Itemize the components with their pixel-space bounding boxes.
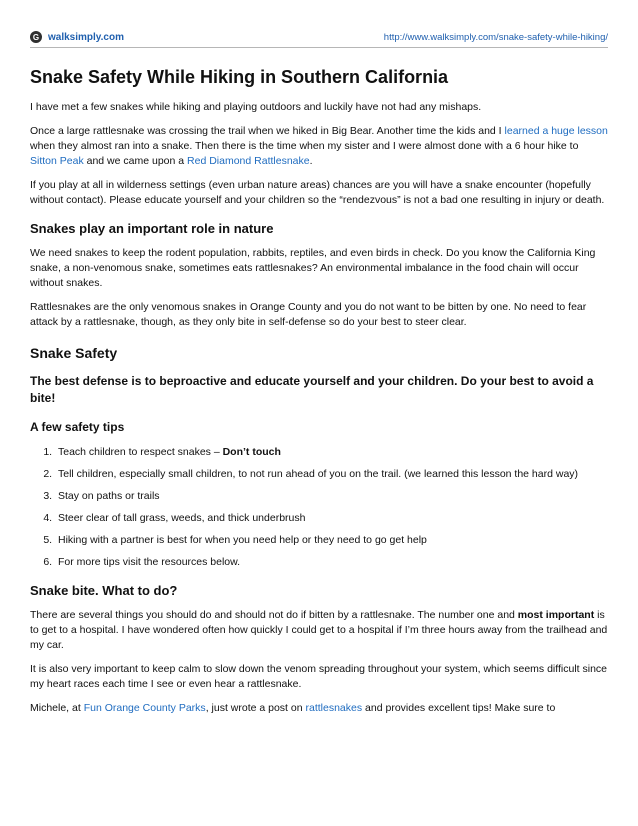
article [30, 66, 608, 725]
dont-touch-emphasis: Don’t touch [222, 446, 281, 458]
text-span: Once a large rattlesnake was crossing the trail when we hiked in Big Bear. Another time the kids and I [30, 125, 505, 137]
site-logo-icon: G [30, 31, 42, 43]
defense-heading: The best defense is to beproactive and educate yourself and your children. Do your best to avoid a bite! [30, 374, 594, 405]
text-span: Michele, at [30, 702, 84, 714]
header-divider [30, 47, 608, 48]
source-url-link[interactable]: http://www.walksimply.com/snake-safety-while-hiking/ [383, 31, 608, 43]
rattlesnake-paragraph: Rattlesnakes are the only venomous snakes in Orange County and you do not want to be bitten by one. No need to fear attack by a rattlesnake, though, as they only bite in self-defense so do your best to steer clear. [30, 301, 587, 328]
list-item: 3. Stay on paths or trails [55, 489, 608, 504]
red-diamond-rattlesnake-link[interactable]: Red Diamond Rattlesnake [187, 155, 310, 167]
wilderness-paragraph: If you play at all in wilderness settings (even urban nature areas) chances are you will have a snake encounter (hopefully without contact). Please educate yourself and your children so the “rendezvous” is not a bad one resulting in injury or death. [30, 179, 605, 206]
text-span: , just wrote a post on [205, 702, 306, 714]
sitton-peak-link[interactable]: Sitton Peak [30, 155, 84, 167]
list-item: 4. Steer clear of tall grass, weeds, and thick underbrush [55, 511, 608, 526]
most-important-emphasis: most important [517, 609, 595, 621]
experience-paragraph [30, 124, 608, 169]
list-item [55, 445, 608, 460]
michele-paragraph [30, 701, 608, 716]
section-heading-role: Snakes play an important role in nature [30, 221, 274, 236]
text-span: . [309, 155, 313, 167]
role-paragraph: We need snakes to keep the rodent population, rabbits, reptiles, and even birds in check. Do you know the California King snake, a non-venomous snake, sometimes eats rattlesnakes? An environmental imbalance in the food chain will occur without snakes. [30, 247, 596, 289]
list-item: 6. For more tips visit the resources below. [55, 555, 608, 570]
list-item: 5. Hiking with a partner is best for when you need help or they need to go get help [55, 533, 608, 548]
text-span: is to get to a hospital. I have wondered often how quickly I could get to a hospital if I’m three hours away from the trailhead and my car. [30, 609, 608, 651]
text-span: when they almost ran into a snake. Then there is the time when my sister and I were almost done with a 6 hour hike to [30, 140, 579, 152]
tips-heading: A few safety tips [30, 420, 125, 434]
text-span: and we came upon a [83, 155, 188, 167]
list-item: 2. Tell children, especially small children, to not run ahead of you on the trail. (we learned this lesson the hard way) [55, 467, 608, 482]
section-heading-safety: Snake Safety [30, 345, 118, 361]
safety-tips-list [30, 445, 608, 570]
learned-lesson-link[interactable]: learned a huge lesson [504, 125, 608, 137]
text-span: Teach children to respect snakes – [58, 446, 223, 458]
intro-paragraph: I have met a few snakes while hiking and playing outdoors and luckily have not had any mishaps. [30, 101, 482, 113]
bite-paragraph [30, 608, 608, 653]
site-domain-link[interactable]: walksimply.com [48, 31, 124, 43]
text-span: and provides excellent tips! Make sure to [362, 702, 556, 714]
fun-orange-county-parks-link[interactable]: Fun Orange County Parks [83, 702, 206, 714]
text-span: There are several things you should do and should not do if bitten by a rattlesnake. The number one and [30, 609, 518, 621]
article-title: Snake Safety While Hiking in Southern California [30, 67, 449, 87]
site-brand[interactable] [30, 31, 124, 43]
keep-calm-paragraph: It is also very important to keep calm to slow down the venom spreading throughout your system, which seems difficult since my heart races each time I see or even hear a rattlesnake. [30, 663, 607, 690]
section-heading-bite: Snake bite. What to do? [30, 583, 178, 598]
rattlesnakes-link[interactable]: rattlesnakes [305, 702, 363, 714]
page-header [30, 29, 608, 45]
